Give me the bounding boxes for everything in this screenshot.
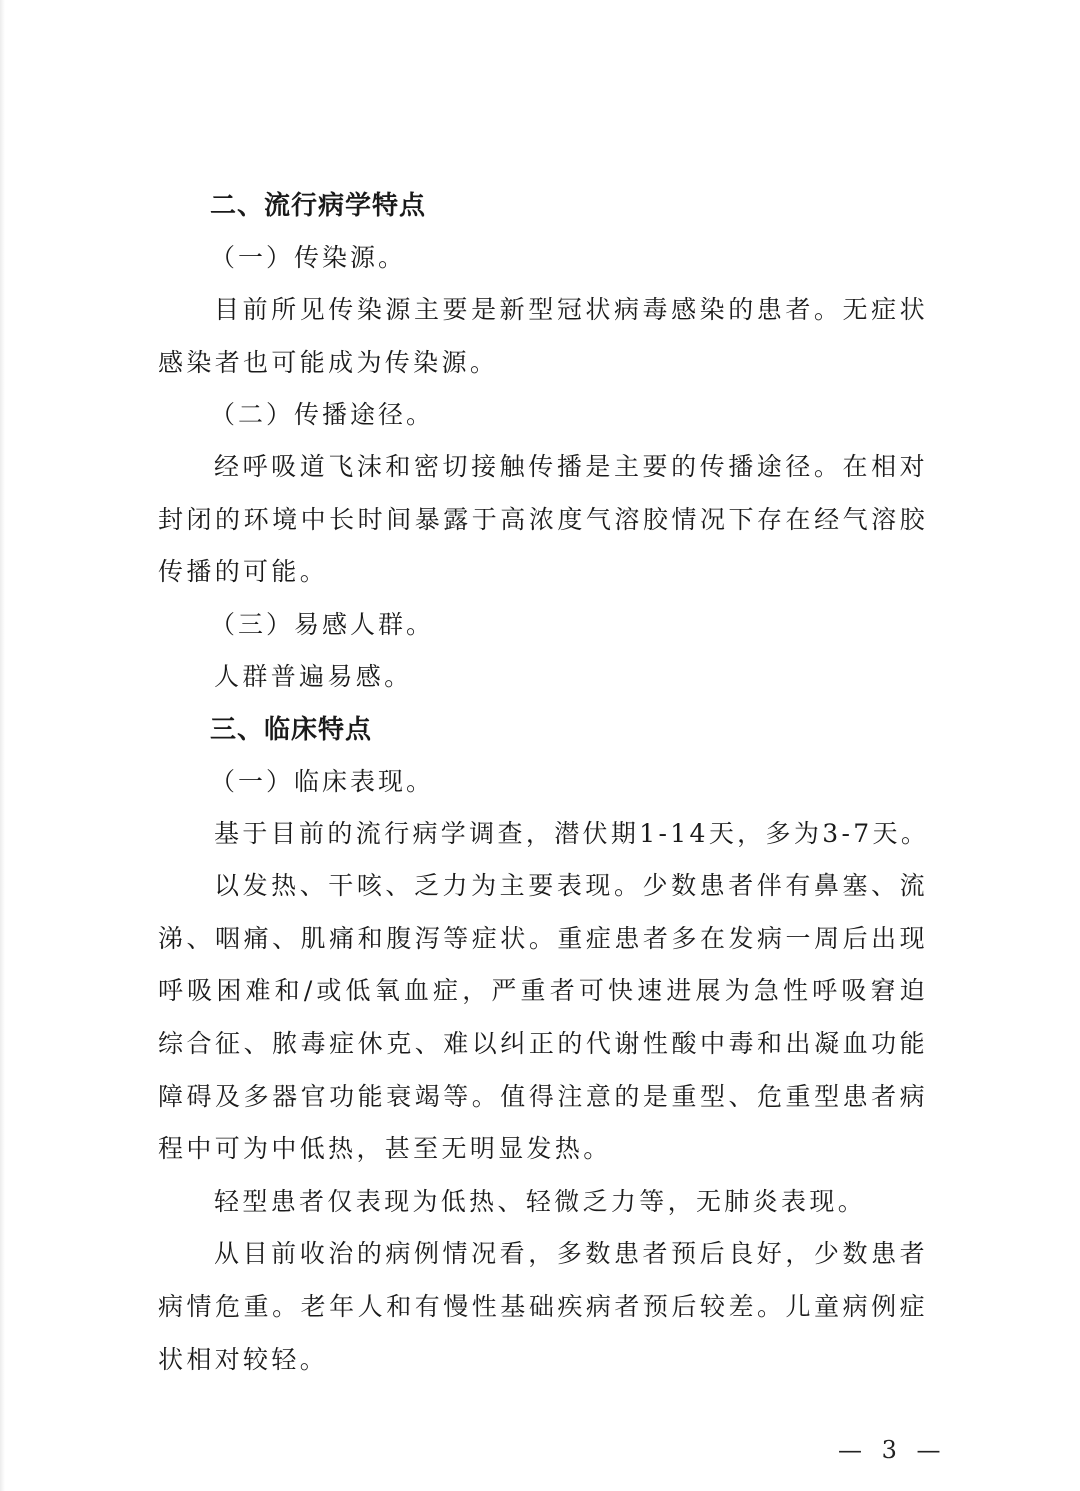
subsection-title-infection-source: （一）传染源。 [210,243,407,272]
page-number: — 3 — [838,1436,947,1464]
paragraph-mild-cases: 轻型患者仅表现为低热、轻微乏力等，无肺炎表现。 [214,1186,867,1216]
section-heading-clinical-features: 三、临床特点 [210,714,373,745]
subsection-title-susceptible-population: （三）易感人群。 [210,609,435,639]
paragraph-incubation-period: 基于目前的流行病学调查，潜伏期1-14天，多为3-7天。 [214,818,930,848]
document-body [158,180,928,1386]
page-edge [0,0,5,1491]
section-heading-epidemiology: 二、流行病学特点 [210,191,427,221]
paragraph-main-symptoms: 以发热、干咳、乏力为主要表现。少数患者伴有鼻塞、流涕、咽痛、肌痛和腹泻等症状。重症患者多在发病一周后出现呼吸困难和/或低氧血症，严重者可快速进展为急性呼吸窘迫综合征、脓毒症休克、难以纠正的代谢性酸中毒和出凝血功能障碍及多器官功能衰竭等。值得注意的是重型、危重型患者病程中可为中低热，甚至无明显发热。 [158,871,928,1164]
paragraph-susceptible-population: 人群普遍易感。 [214,661,413,691]
paragraph-prognosis: 从目前收治的病例情况看，多数患者预后良好，少数患者病情危重。老年人和有慢性基础疾病者预后较差。儿童病例症状相对较轻。 [158,1239,928,1374]
paragraph-transmission-route: 经呼吸道飞沫和密切接触传播是主要的传播途径。在相对封闭的环境中长时间暴露于高浓度气溶胶情况下存在经气溶胶传播的可能。 [158,452,928,587]
paragraph-infection-source: 目前所见传染源主要是新型冠状病毒感染的患者。无症状感染者也可能成为传染源。 [158,295,928,377]
subsection-title-clinical-manifestations: （一）临床表现。 [210,766,435,796]
subsection-title-transmission-route: （二）传播途径。 [210,400,435,430]
